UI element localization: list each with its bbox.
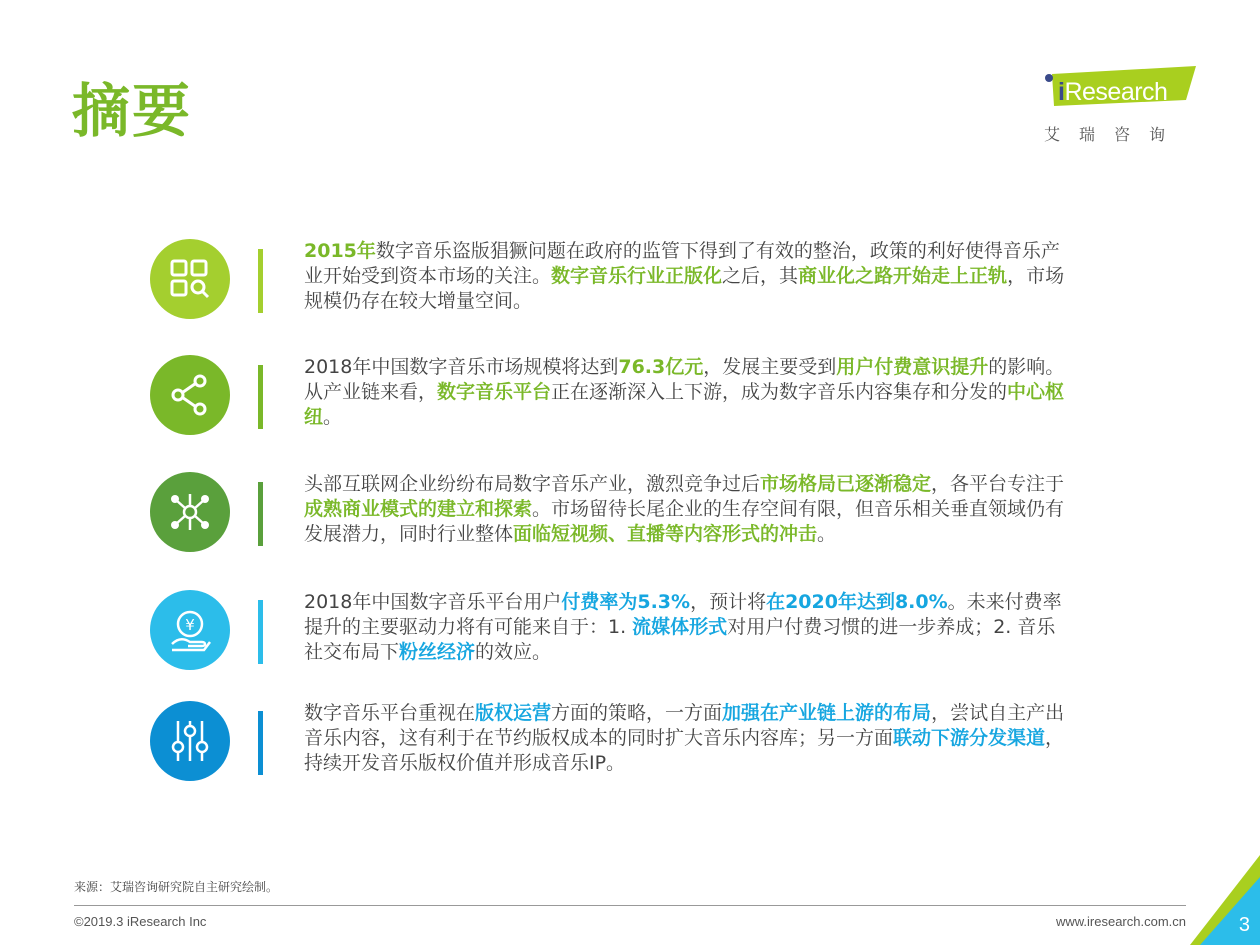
- body-text: 2018年中国数字音乐市场规模将达到: [304, 356, 619, 378]
- highlight-text: 粉丝经济: [399, 641, 476, 663]
- body-text: 方面的策略，一方面: [551, 702, 723, 724]
- summary-item-4: [150, 590, 1090, 672]
- body-text: 。市场留待长尾企业的生存空间有限，但音乐相关垂直领域仍有发展潜力，同时行业整体: [304, 498, 1065, 545]
- share-icon: [166, 371, 214, 419]
- item-2-accent-bar: [258, 365, 263, 429]
- sliders-icon: [166, 717, 214, 765]
- network-hub-icon: [166, 488, 214, 536]
- body-text: 。: [817, 523, 837, 545]
- item-5-text: [304, 701, 1074, 776]
- logo-i: i: [1058, 78, 1065, 106]
- iresearch-logo[interactable]: [1040, 66, 1200, 146]
- footer-divider: [74, 905, 1186, 906]
- page-number: 3: [1238, 914, 1250, 936]
- highlight-text: 76.3亿元: [618, 356, 704, 378]
- highlight-text: 联动下游分发渠道: [893, 727, 1046, 749]
- logo-chinese-name: 艾瑞咨询: [1044, 125, 1185, 144]
- body-text: 的影响。从产业链来看，: [304, 356, 1065, 403]
- summary-item-1: [150, 239, 1090, 321]
- highlight-text: 中心枢纽: [304, 381, 1065, 428]
- body-text: 。: [323, 406, 343, 428]
- item-3-text: [304, 472, 1074, 547]
- body-text: ，发展主要受到: [703, 356, 837, 378]
- body-text: ，市场规模仍存在较大增量空间。: [304, 265, 1065, 312]
- summary-item-2: [150, 355, 1090, 437]
- highlight-text: 用户付费意识提升: [836, 356, 989, 378]
- highlight-text: 面临短视频、直播等内容形式的冲击: [513, 523, 818, 545]
- body-text: 数字音乐盗版猖獗问题在政府的监管下得到了有效的整治，政策的利好使得音乐产业开始受到资本市场的关注。: [304, 240, 1060, 287]
- highlight-text: 流媒体形式: [632, 616, 728, 638]
- item-3-icon-circle: [150, 472, 230, 552]
- summary-item-5: [150, 701, 1090, 783]
- item-2-icon-circle: [150, 355, 230, 435]
- item-4-text: [304, 590, 1074, 665]
- svg-text:¥: ¥: [185, 616, 195, 634]
- item-1-icon-circle: [150, 239, 230, 319]
- summary-item-3: [150, 472, 1090, 554]
- item-4-icon-circle: [150, 590, 230, 670]
- copyright: ©2019.3 iResearch Inc: [74, 914, 207, 929]
- source-note: 来源：艾瑞咨询研究院自主研究绘制。: [74, 880, 279, 894]
- item-5-accent-bar: [258, 711, 263, 775]
- item-1-accent-bar: [258, 249, 263, 313]
- item-5-icon-circle: [150, 701, 230, 781]
- item-4-accent-bar: [258, 600, 263, 664]
- highlight-text: 在2020年达到8.0%: [766, 591, 948, 613]
- highlight-text: 商业化之路开始走上正轨: [798, 265, 1008, 287]
- item-3-accent-bar: [258, 482, 263, 546]
- body-text: ，各平台专注于: [931, 473, 1065, 495]
- logo-brand: Research: [1064, 78, 1168, 106]
- highlight-text: 成熟商业模式的建立和探索: [304, 498, 533, 520]
- body-text: 数字音乐平台重视在: [304, 702, 476, 724]
- body-text: 的效应。: [475, 641, 552, 663]
- body-text: 正在逐渐深入上下游，成为数字音乐内容集存和分发的: [551, 381, 1008, 403]
- yuan-hand-icon: [166, 606, 214, 654]
- body-text: 之后，其: [722, 265, 799, 287]
- item-2-text: [304, 355, 1074, 430]
- body-text: ，持续开发音乐版权价值并形成音乐IP。: [304, 727, 1065, 774]
- body-text: ，预计将: [690, 591, 767, 613]
- highlight-text: 数字音乐行业正版化: [551, 265, 723, 287]
- highlight-text: 付费率为5.3%: [561, 591, 691, 613]
- website-link[interactable]: www.iresearch.com.cn: [1055, 914, 1186, 929]
- body-text: 2018年中国数字音乐平台用户: [304, 591, 562, 613]
- highlight-text: 版权运营: [475, 702, 552, 724]
- item-1-text: [304, 239, 1074, 314]
- body-text: 对用户付费习惯的进一步养成；2. 音乐社交布局下: [304, 616, 1056, 663]
- body-text: 头部互联网企业纷纷布局数字音乐产业，激烈竞争过后: [304, 473, 761, 495]
- highlight-text: 数字音乐平台: [437, 381, 552, 403]
- apps-search-icon: [166, 255, 214, 303]
- highlight-text: 2015年: [304, 240, 376, 262]
- logo-text: [1058, 78, 1167, 107]
- highlight-text: 市场格局已逐渐稳定: [760, 473, 932, 495]
- body-text: ，尝试自主产出音乐内容，这有利于在节约版权成本的同时扩大音乐内容库；另一方面: [304, 702, 1065, 749]
- body-text: 。未来付费率提升的主要驱动力将有可能来自于：1.: [304, 591, 1062, 638]
- highlight-text: 加强在产业链上游的布局: [722, 702, 932, 724]
- page-title: 摘要: [72, 77, 193, 145]
